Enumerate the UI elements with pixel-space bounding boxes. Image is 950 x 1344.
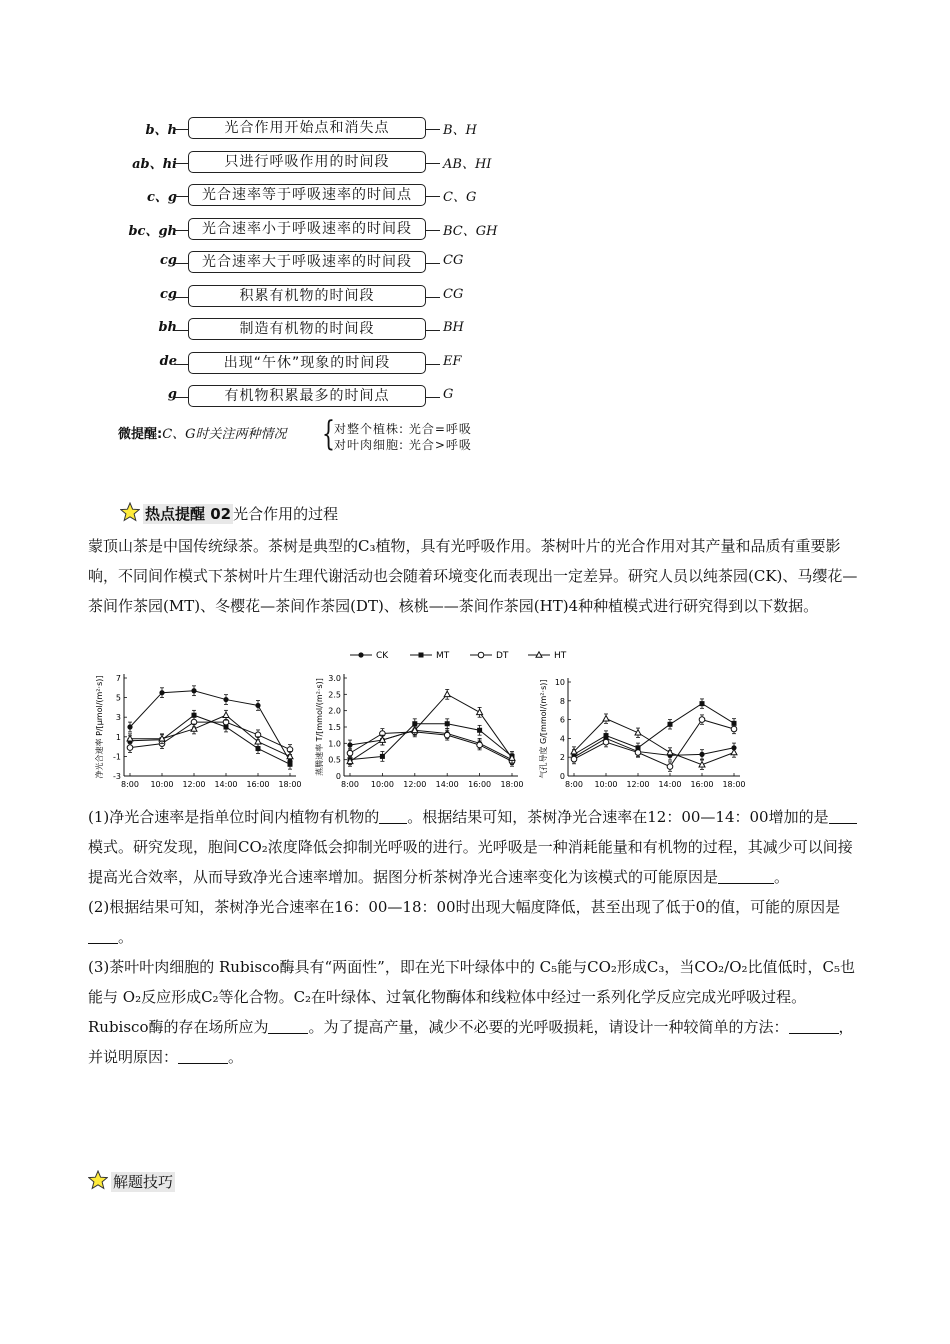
row-box-label: 积累有机物的时间段 <box>188 285 426 307</box>
row-right-label: BC、GH <box>443 223 498 239</box>
q1-text-a: (1)净光合速率是指单位时间内植物有机物的 <box>88 808 380 826</box>
x-tick-label: 8:00 <box>565 780 583 789</box>
y-tick-label: 1.5 <box>328 723 341 732</box>
q3-text-b: 。为了提高产量，减少不必要的光呼吸损耗，请设计一种较简单的方法： <box>308 1018 789 1036</box>
row-right-label: C、G <box>443 190 477 205</box>
q3-text-c: ，并说明原因： <box>88 1018 854 1066</box>
connector-line <box>426 129 440 130</box>
y-tick-label: 2.5 <box>328 690 341 700</box>
connector-line <box>426 364 440 365</box>
series-ck <box>127 686 292 766</box>
y-tick-label: 0.5 <box>328 755 341 765</box>
series-line <box>130 691 290 762</box>
x-tick-label: 12:00 <box>626 780 650 789</box>
marker-open-triangle <box>603 715 609 721</box>
connector-line <box>174 364 188 365</box>
marker-open-circle <box>571 756 577 762</box>
brace-glyph: { <box>322 414 335 454</box>
row-left-label: bc、gh <box>128 223 177 239</box>
q2-text-a: (2)根据结果可知，茶树净光合速率在16：00—18：00时出现大幅度降低，甚至出现了低于0的值，可能的原因是 <box>88 898 841 916</box>
question-3 <box>88 952 863 1072</box>
tip-case-1: 对整个植株: 光合=呼吸 <box>334 422 472 436</box>
legend-item-mt <box>410 651 450 661</box>
y-tick-label: 3 <box>115 713 121 723</box>
x-tick-label: 14:00 <box>214 780 238 789</box>
questions <box>88 802 863 1072</box>
row-box-label: 光合作用开始点和消失点 <box>188 117 426 139</box>
row-right-label: B、H <box>443 123 477 138</box>
section-heading <box>120 502 338 524</box>
marker-filled-circle <box>699 752 704 757</box>
q1-text-d: 。 <box>774 868 790 886</box>
summary-row <box>0 284 520 310</box>
legend-item-ck <box>350 651 389 661</box>
summary-row <box>0 250 520 276</box>
answer-blank[interactable] <box>718 867 774 884</box>
summary-row <box>0 150 520 176</box>
question-1 <box>88 802 863 892</box>
marker-filled-circle <box>127 724 132 729</box>
series-ht <box>347 689 515 766</box>
answer-blank[interactable] <box>829 807 857 824</box>
summary-row <box>0 384 520 410</box>
row-box-label: 制造有机物的时间段 <box>188 318 426 340</box>
legend-label: CK <box>376 651 389 661</box>
marker-open-circle <box>731 726 737 732</box>
marker-open-circle <box>127 745 133 751</box>
summary-row <box>0 183 520 209</box>
x-tick-label: 16:00 <box>690 780 714 789</box>
x-tick-label: 18:00 <box>500 780 524 789</box>
y-tick-label: 1.0 <box>328 739 341 749</box>
marker-open-circle <box>444 732 450 738</box>
y-axis-label: 净光合速率 P/[μmol/(m²·s)] <box>95 675 104 779</box>
marker-open-circle <box>667 764 673 770</box>
summary-row <box>0 351 520 377</box>
x-tick-label: 14:00 <box>658 780 682 789</box>
connector-line <box>426 330 440 331</box>
marker-open-circle <box>478 652 484 658</box>
answer-blank[interactable] <box>268 1017 308 1034</box>
answer-blank[interactable] <box>379 807 407 824</box>
row-right-label: G <box>443 387 454 402</box>
connector-line <box>174 163 188 164</box>
row-left-label: g <box>167 387 177 402</box>
intro-text: 蒙顶山茶是中国传统绿茶。茶树是典型的C₃植物，具有光呼吸作用。茶树叶片的光合作用对其产量和品质有重要影响，不同间作模式下茶树叶片生理代谢活动也会随着环境变化而表现出一定差异。研究人员以纯茶园(CK)、马缨花—茶间作茶园(MT)、冬樱花—茶间作茶园(DT)、核桃——茶间作茶园(HT)4种种植模式进行研究得到以下数据。 <box>88 537 858 615</box>
row-box-label: 光合速率大于呼吸速率的时间段 <box>188 251 426 273</box>
marker-open-triangle <box>223 712 229 718</box>
y-tick-label: 4 <box>559 734 565 744</box>
row-right-label: EF <box>443 353 462 369</box>
tips-heading-text: 解题技巧 <box>113 1173 174 1191</box>
summary-row <box>0 317 520 343</box>
answer-blank[interactable] <box>88 927 118 944</box>
tips-heading <box>88 1170 175 1192</box>
marker-filled-circle <box>159 690 164 695</box>
row-left-label: b、h <box>145 123 177 138</box>
series-ck <box>347 725 514 764</box>
y-tick-label: 2 <box>559 753 565 763</box>
series-line <box>574 719 734 765</box>
marker-filled-circle <box>347 742 352 747</box>
legend-item-ht <box>528 651 567 661</box>
x-tick-label: 14:00 <box>435 780 459 789</box>
tip-text: C、G时关注两种情况 <box>162 427 287 442</box>
legend-item-dt <box>470 651 509 661</box>
series-line <box>574 738 734 757</box>
marker-open-circle <box>603 739 609 745</box>
row-right-label: AB、HI <box>443 156 492 172</box>
marker-filled-square <box>700 701 705 706</box>
star-icon <box>88 1170 108 1190</box>
summary-row <box>0 116 520 142</box>
legend-label: MT <box>436 651 450 661</box>
x-tick-label: 16:00 <box>246 780 270 789</box>
connector-line <box>174 129 188 130</box>
connector-line <box>426 297 440 298</box>
connector-line <box>426 230 440 231</box>
section-label: 热点提醒 02 <box>145 505 232 523</box>
y-tick-label: 3.0 <box>328 674 341 683</box>
marker-open-triangle <box>667 749 673 755</box>
legend-label: DT <box>496 651 509 661</box>
x-tick-label: 8:00 <box>341 780 359 789</box>
x-tick-label: 10:00 <box>150 780 174 789</box>
marker-filled-square <box>445 721 450 726</box>
x-tick-label: 12:00 <box>182 780 206 789</box>
legend-label: HT <box>554 651 567 661</box>
row-right-label: BH <box>443 320 464 335</box>
x-tick-label: 18:00 <box>278 780 302 789</box>
y-tick-label: 8 <box>559 696 565 706</box>
section-title: 光合作用的过程 <box>233 505 339 523</box>
connector-line <box>174 397 188 398</box>
marker-filled-circle <box>255 703 260 708</box>
star-icon <box>120 502 140 522</box>
q3-text-d: 。 <box>228 1048 244 1066</box>
connector-line <box>174 330 188 331</box>
marker-filled-circle <box>191 688 196 693</box>
marker-open-triangle <box>731 749 737 755</box>
row-left-label: de <box>159 353 177 369</box>
marker-filled-square <box>380 754 385 759</box>
y-tick-label: 10 <box>554 678 565 687</box>
connector-line <box>426 196 440 197</box>
y-axis-label: 气孔导度 G/[mmol/(m²·s)] <box>539 679 548 779</box>
marker-open-triangle <box>477 709 483 715</box>
answer-blank[interactable] <box>789 1017 839 1034</box>
tip-label: 微提醒: <box>118 427 163 442</box>
marker-open-circle <box>635 750 641 756</box>
marker-open-circle <box>477 742 483 748</box>
x-tick-label: 16:00 <box>468 780 492 789</box>
connector-line <box>174 196 188 197</box>
y-tick-label: 7 <box>115 674 121 683</box>
chart-1 <box>94 674 302 789</box>
row-box-label: 只进行呼吸作用的时间段 <box>188 151 426 173</box>
connector-line <box>174 230 188 231</box>
marker-filled-circle <box>358 652 363 657</box>
y-tick-label: 6 <box>559 715 565 725</box>
marker-open-circle <box>699 717 705 723</box>
marker-filled-square <box>288 762 293 767</box>
y-tick-label: 0 <box>335 772 341 781</box>
row-box-label: 出现“午休”现象的时间段 <box>188 352 426 374</box>
summary-row <box>0 217 520 243</box>
row-box-label: 光合速率小于呼吸速率的时间段 <box>188 218 426 240</box>
marker-filled-square <box>668 722 673 727</box>
row-left-label: bh <box>158 320 177 335</box>
q2-text-b: 。 <box>118 928 134 946</box>
connector-line <box>426 263 440 264</box>
y-tick-label: 2.0 <box>328 706 341 716</box>
row-right-label: CG <box>443 286 464 302</box>
x-tick-label: 10:00 <box>594 780 618 789</box>
y-tick-label: 5 <box>115 693 121 703</box>
connector-line <box>426 397 440 398</box>
y-axis-label: 蒸腾速率 T/[mmol/(m²·s)] <box>315 678 324 776</box>
q1-text-b: 。根据结果可知，茶树净光合速率在12：00—14：00增加的是 <box>407 808 829 826</box>
marker-filled-circle <box>223 697 228 702</box>
row-box-label: 有机物积累最多的时间点 <box>188 385 426 407</box>
row-left-label: cg <box>159 286 177 302</box>
series-line <box>350 694 512 761</box>
tip-case-2: 对叶肉细胞: 光合>呼吸 <box>334 438 472 452</box>
marker-filled-square <box>477 728 482 733</box>
marker-filled-square <box>419 653 424 658</box>
row-left-label: ab、hi <box>132 156 177 172</box>
y-tick-label: -3 <box>113 772 121 781</box>
row-left-label: c、g <box>146 190 177 205</box>
row-left-label: cg <box>159 253 177 268</box>
answer-blank[interactable] <box>178 1047 228 1064</box>
chart-2 <box>314 674 524 789</box>
connector-line <box>426 163 440 164</box>
tip-line <box>118 423 287 442</box>
row-box-label: 光合速率等于呼吸速率的时间点 <box>188 184 426 206</box>
charts-figure <box>88 646 768 796</box>
x-tick-label: 18:00 <box>722 780 746 789</box>
row-right-label: CG <box>443 253 464 268</box>
q3-text-a: (3)茶叶叶肉细胞的 Rubisco酶具有“两面性”，即在光下叶绿体中的 C₅能与CO₂形成C₃，当CO₂/O₂比值低时，C₅也能与 O₂反应形成C₂等化合物。C₂在叶绿体、过氧化物酶体和线粒体中经过一系列化学反应完成光呼吸过程。Rubisco酶的存在场所应为 <box>88 958 856 1036</box>
intro-paragraph <box>88 531 863 621</box>
y-tick-label: -1 <box>113 752 121 762</box>
connector-line <box>174 297 188 298</box>
x-tick-label: 8:00 <box>121 780 139 789</box>
x-tick-label: 10:00 <box>370 780 394 789</box>
chart-3 <box>538 678 746 789</box>
y-tick-label: 1 <box>115 732 121 742</box>
q1-text-c: 模式。研究发现，胞间CO₂浓度降低会抑制光呼吸的进行。光呼吸是一种消耗能量和有机物的过程，其减少可以间接提高光合效率，从而导致净光合速率增加。据图分析茶树净光合速率变化为该模式的可能原因是 <box>88 838 853 886</box>
connector-line <box>174 263 188 264</box>
marker-open-circle <box>347 750 353 756</box>
x-tick-label: 12:00 <box>403 780 427 789</box>
question-2 <box>88 892 863 952</box>
marker-open-triangle <box>444 691 450 697</box>
y-tick-label: 0 <box>559 772 565 781</box>
